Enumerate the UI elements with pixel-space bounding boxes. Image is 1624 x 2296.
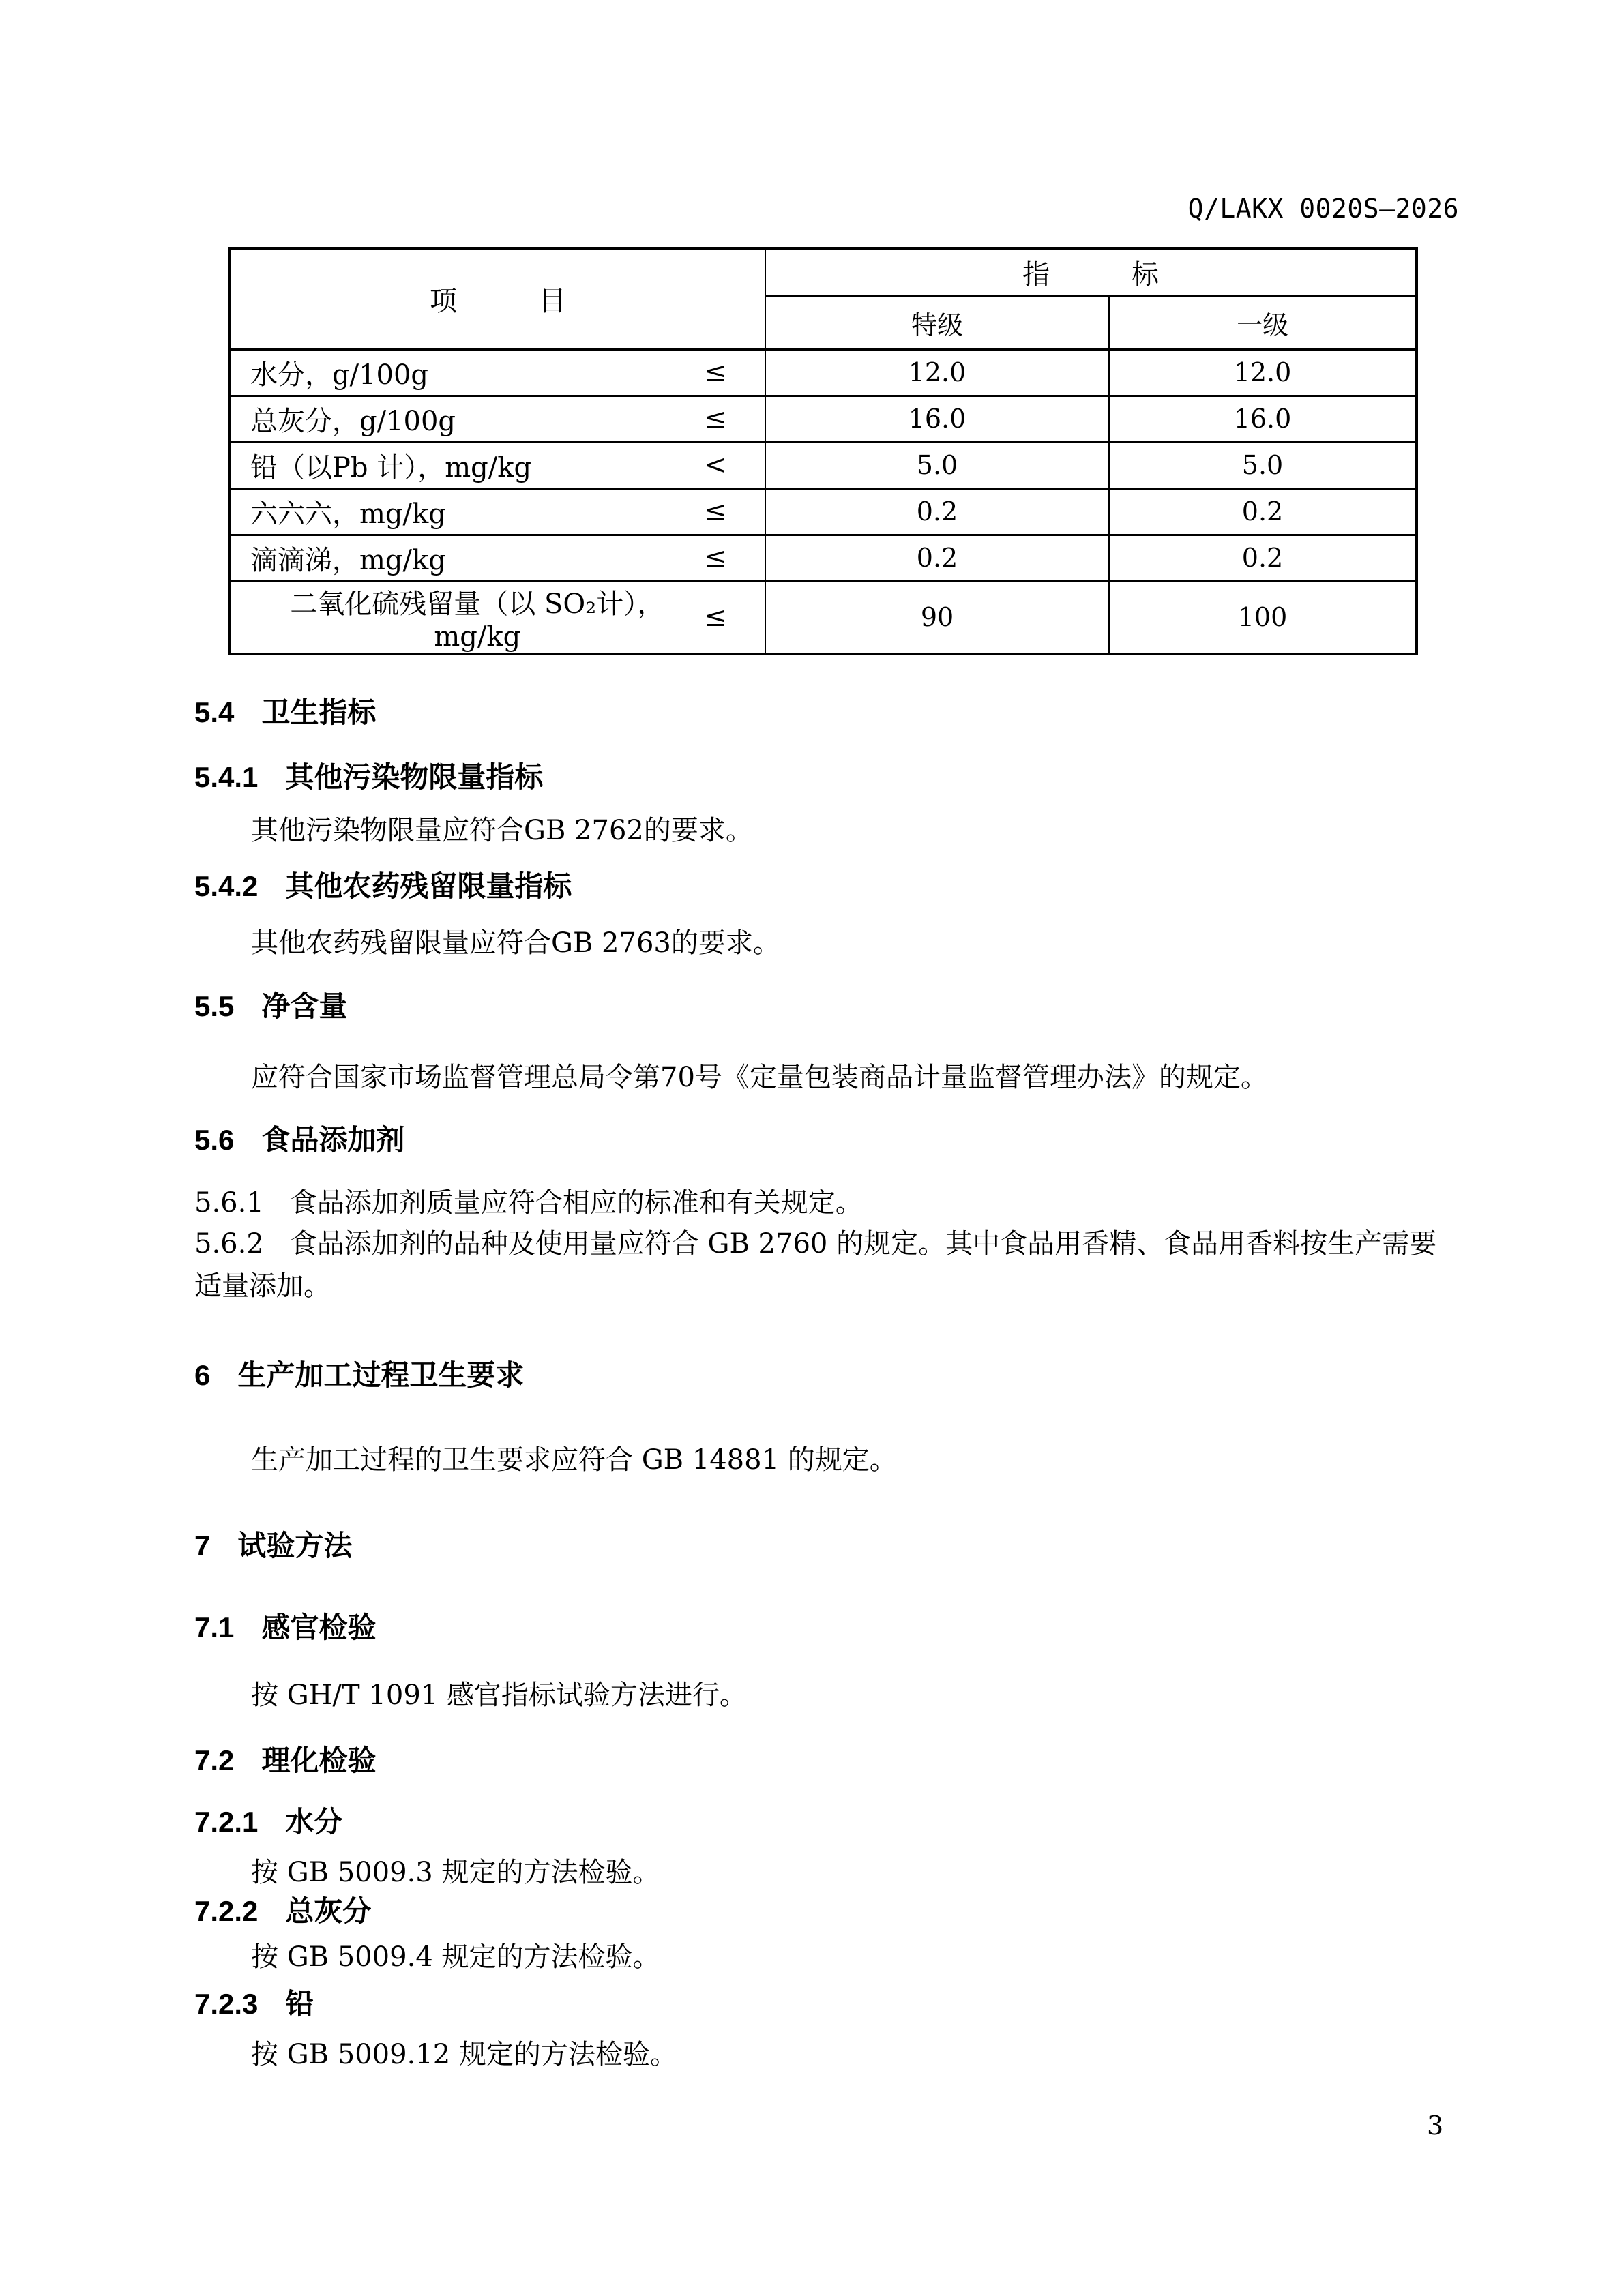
section-number: 5.4 <box>194 696 235 728</box>
section-number: 5.4.2 <box>194 870 259 902</box>
section-heading-7.2.3 <box>194 1989 314 2019</box>
numbered-paragraph-5.6.2 <box>194 1223 1462 1307</box>
section-number: 5.4.1 <box>194 761 259 793</box>
item-header-cell: 项 目 <box>230 248 765 349</box>
grade-header-cell: 一级 <box>1109 296 1417 349</box>
value-cell: 16.0 <box>765 396 1109 442</box>
value-cell: 0.2 <box>765 488 1109 535</box>
item-name: 二氧化硫残留量（以 SO₂计），mg/kg <box>290 588 665 653</box>
section-heading-7.1 <box>194 1613 376 1643</box>
section-title: 总灰分 <box>285 1895 372 1927</box>
section-title: 卫生指标 <box>261 696 377 728</box>
item-name: 总灰分，g/100g <box>250 405 456 437</box>
section-number: 5.6.1 <box>194 1187 264 1219</box>
section-number: 6 <box>194 1359 211 1391</box>
limit-operator: ≤ <box>704 357 727 388</box>
body-paragraph <box>251 1942 660 1972</box>
body-paragraph <box>251 1858 660 1888</box>
section-title: 试验方法 <box>237 1530 353 1562</box>
value-cell: 16.0 <box>1109 396 1417 442</box>
section-number: 5.6 <box>194 1124 235 1156</box>
limit-operator: ≤ <box>704 496 727 527</box>
paragraph-text: 生产加工过程的卫生要求应符合 GB 14881 的规定。 <box>251 1444 897 1476</box>
section-title: 生产加工过程卫生要求 <box>237 1359 525 1391</box>
section-heading-5.4.1 <box>194 762 543 792</box>
section-heading-6 <box>194 1360 524 1390</box>
section-title: 理化检验 <box>261 1744 377 1776</box>
limit-operator: ≤ <box>704 542 727 573</box>
section-title: 食品添加剂 <box>261 1124 405 1156</box>
section-heading-5.5 <box>194 992 347 1022</box>
section-number: 7.2.2 <box>194 1895 259 1927</box>
value-cell: 12.0 <box>765 349 1109 396</box>
section-number: 7.1 <box>194 1611 235 1643</box>
value-cell: 0.2 <box>1109 535 1417 581</box>
paragraph-text: 食品添加剂的品种及使用量应符合 GB 2760 的规定。其中食品用香精、食品用香料按生产需要适量添加。 <box>194 1228 1437 1302</box>
section-title: 其他农药残留限量指标 <box>285 870 572 902</box>
value-cell: 5.0 <box>1109 442 1417 488</box>
body-paragraph <box>251 1680 747 1710</box>
section-heading-7.2 <box>194 1746 376 1776</box>
section-heading-7.2.1 <box>194 1807 342 1837</box>
paragraph-text: 按 GB 5009.12 规定的方法检验。 <box>251 2039 677 2070</box>
section-heading-7.2.2 <box>194 1896 371 1926</box>
paragraph-text: 按 GH/T 1091 感官指标试验方法进行。 <box>251 1680 747 1711</box>
body-paragraph <box>251 928 780 958</box>
item-name: 滴滴涕，mg/kg <box>250 544 446 576</box>
paragraph-text: 食品添加剂质量应符合相应的标准和有关规定。 <box>289 1187 863 1219</box>
paragraph-text: 应符合国家市场监督管理总局令第70号《定量包装商品计量监督管理办法》的规定。 <box>251 1062 1268 1093</box>
body-paragraph <box>251 816 753 846</box>
section-number: 7.2.3 <box>194 1988 259 2020</box>
body-paragraph <box>251 1062 1268 1092</box>
item-name: 六六六，mg/kg <box>250 498 446 530</box>
section-number: 5.5 <box>194 990 235 1022</box>
section-heading-7 <box>194 1531 352 1561</box>
section-heading-5.4 <box>194 698 376 728</box>
limit-operator: ≤ <box>704 403 727 434</box>
value-cell: 90 <box>765 581 1109 654</box>
value-cell: 5.0 <box>765 442 1109 488</box>
section-heading-5.4.2 <box>194 871 572 901</box>
numbered-paragraph-5.6.1 <box>194 1182 1462 1224</box>
limit-operator: < <box>704 449 727 481</box>
section-number: 7 <box>194 1530 211 1562</box>
section-title: 感官检验 <box>261 1611 377 1643</box>
section-number: 7.2 <box>194 1744 235 1776</box>
section-number: 5.6.2 <box>194 1228 264 1259</box>
value-cell: 12.0 <box>1109 349 1417 396</box>
item-name: 水分，g/100g <box>250 359 429 391</box>
value-cell: 0.2 <box>1109 488 1417 535</box>
body-paragraph <box>251 2040 677 2070</box>
paragraph-text: 按 GB 5009.4 规定的方法检验。 <box>251 1941 660 1973</box>
section-title: 净含量 <box>261 990 348 1022</box>
doc-number: Q/LAKX 0020S—2026 <box>1187 194 1459 224</box>
page-number: 3 <box>1427 2111 1444 2141</box>
indicator-header-cell: 指 标 <box>765 248 1417 296</box>
item-name: 铅（以Pb 计），mg/kg <box>250 451 532 483</box>
value-cell: 0.2 <box>765 535 1109 581</box>
section-heading-5.6 <box>194 1125 404 1155</box>
paragraph-text: 按 GB 5009.3 规定的方法检验。 <box>251 1857 660 1888</box>
section-number: 7.2.1 <box>194 1806 259 1838</box>
section-title: 铅 <box>285 1988 314 2020</box>
grade-header-cell: 特级 <box>765 296 1109 349</box>
section-title: 其他污染物限量指标 <box>285 761 544 793</box>
value-cell: 100 <box>1109 581 1417 654</box>
paragraph-text: 其他污染物限量应符合GB 2762的要求。 <box>251 815 753 846</box>
body-paragraph <box>251 1445 897 1475</box>
section-title: 水分 <box>285 1806 343 1838</box>
limit-operator: ≤ <box>704 601 727 633</box>
paragraph-text: 其他农药残留限量应符合GB 2763的要求。 <box>251 927 780 959</box>
